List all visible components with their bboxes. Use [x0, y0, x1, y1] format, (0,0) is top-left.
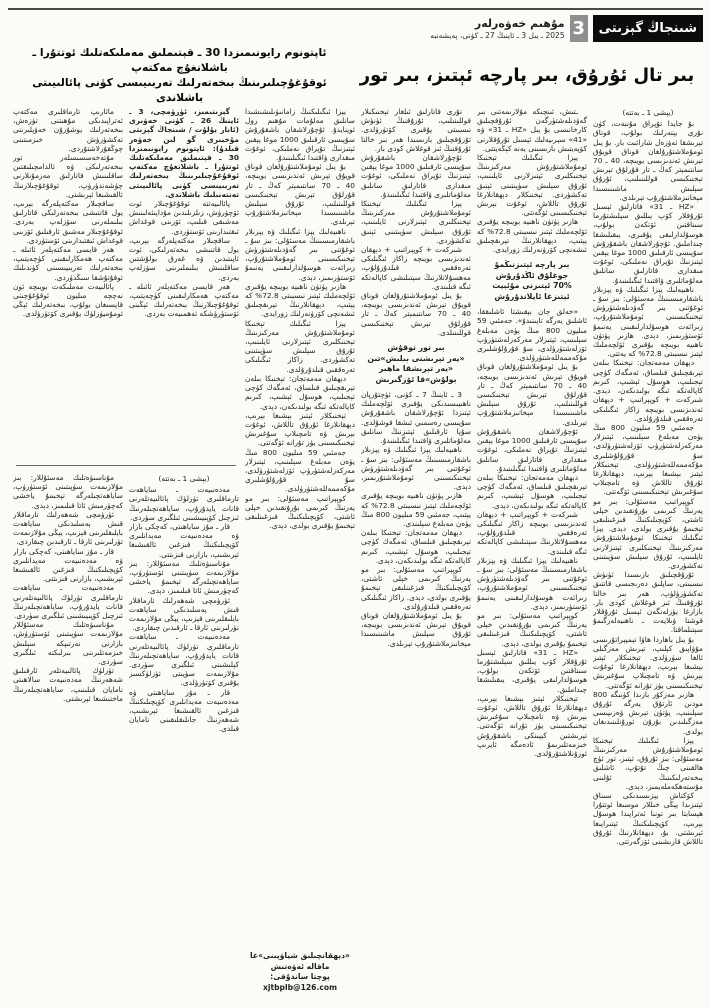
body-paragraph: بۇ يىل ئومۇملاشتۇرۇلغان قوناق قويۇق تېرىش ئەندىزىسى بويىچە، 40 ـ 70 سانتىمېتر كەڭ ـ تار قۇرلۇق تېرىش تېخنىكىسى قوللىنىلدى. [361, 291, 471, 337]
body-paragraph: بۇ يىل ئومۇملاشتۇرۇلغان قوناق قويۇق تېرىش ئەندىزىسى بويىچە، 40 ـ 70 سانتىمېتر كەڭ ـ تار قۇرلۇق تېرىش تېخنىكىسى قوللىنىلىپ، ئۇرۇق سېلىش ماشىنىسىدا مېخانىزملاشتۇرۇپ تېرىلدى. [477, 362, 587, 427]
body-paragraph: «HZ ـ 31» قاتارلىق ئېسىل ئۇرۇقلار كۆپ يىللىق سېلىشتۇرما سىناقتىن ئۆتكەن بولۇپ، ھوسۇلدارلىقى يۇقىرى، يىقىلىشقا چىداملىق. [477, 647, 587, 694]
masthead-title: شىنجاڭ گېزىتى [598, 21, 697, 36]
article-divider [16, 465, 236, 466]
body-paragraph: شىركەت + كوپېراتىپ + دېھقان ئەندىزىسى بويىچە زاكاز ئىگىلىكى تەرەققىي قىلدۇرۇلۇپ، مەھسۇلاتلارنىڭ سېتىلىشى كاپالەتكە ئىگە قىلىندى. [361, 245, 471, 291]
body-paragraph: يېزا ئىگىلىك تېخنىكا ئومۇملاشتۇرۇش مەركىزىنىڭ تېخنىكلىرى ئېتىزلارنى ئايلىنىپ، ئۇرۇق سېلىش سۈپىتىنى ئېنىق تەكشۈردى. [361, 199, 471, 245]
body-paragraph: ھازىر پۈتۈن ناھىيە بويىچە يۇقىرى ئۆلچەملىك ئېتىز نىسبىتى 72.8% كە يېتىپ، دېھقانلارنىڭ تېرىقچىلىق ئىشەنچى كۆرۈنەرلىك زورايدى. [477, 217, 587, 255]
body-paragraph: دېھقان مەمەتجان: تېخنىكا بىلەن تېرىقچىلىق قىلساق، ئەمگەك كۈچى تېجىلىپ، ھوسۇل ئېشىپ، كىرىم كاپالەتكە ئىگە بولىدىكەن، دېدى. [361, 528, 471, 565]
secondary-headline [8, 46, 351, 104]
section-subhead-field [479, 260, 585, 302]
body-paragraph: مەدەنىيەت ـ ساياھەت تارماقلىرى تۈرلۈك پائالىيەتلەرنى قانات يايدۇرۇپ، ساياھەتچىلەرنىڭ كېلىشىنى ئىلگىرى سۈردى. مۇلازىمەت سۈپىتى ئۈزلۈكسىز يۇقىرى كۆتۈرۈلدى. [129, 632, 239, 688]
body-paragraph: تۈرلۈك پائالىيەتلەر ئارقىلىق شەھەرنىڭ مەدەنىيەت سالاھىتى نامايان قىلىنىپ، ساياھەتچىلەرنىڭ ماختىشىغا ئېرىشتى. [13, 666, 123, 703]
body-paragraph: يېزا ئىگىلىك تېخنىكا ئومۇملاشتۇرۇش مەركىزىنىڭ مەسئۇلى: بىز ئۇرۇق، ئېتىز، تور ئۈچ ھالقىنى چىڭ تۇتۇپ، ئاشلىق بىخەتەرلىكىنىڭ ئۇلىنى مۇستەھكەملەيمىز، دېدى. [593, 735, 703, 791]
body-paragraph: كوپېراتىپ مەسئۇلى: بىر مو يەرنىڭ كىرىمى بۇرۇنقىدىن خېلى ئاشتى، كۆپچىلىكنىڭ قىزغىنلىقى تېخىمۇ يۇقىرى بولدى، دېدى. [477, 610, 587, 648]
body-paragraph: ئۇچۇرلاشقان باشقۇرۇش سۇپىسى ئارقىلىق 1000 موغا يېقىن ئېتىزنىڭ تۇپراق نەملىكى، ئوغۇت مىقدارى قاتارلىق سانلىق مەلۇماتلىرى ۋاقتىدا ئىگىلىنىدۇ. [361, 153, 471, 199]
article-column-5a [129, 107, 239, 457]
main-headline: بىر تال ئۇرۇق، بىر پارچە ئېتىز، بىر تور [359, 64, 695, 86]
body-paragraph: شىركەت + كوپېراتىپ + دېھقان ئەندىزىسى بويىچە زاكاز ئىگىلىكى تەرەققىي قىلدۇرۇلۇپ، مەھسۇلاتلارنىڭ سېتىلىشى كاپالەتكە ئىگە قىلىندى. [477, 509, 587, 556]
body-paragraph: مۇناسىۋەتلىك مەسئۇللار: بىز مۇلازىمەت سۈپىتىنى ئۆستۈرۈپ، ساياھەتچىلەرگە تېخىمۇ ياخشى كەچۈرمىش ئاتا قىلىمىز، دېدى. [13, 473, 123, 510]
masthead [593, 15, 703, 42]
body-paragraph: مۇناسىۋەتلىك مەسئۇللار: بىز مۇلازىمەت سۈپىتىنى ئۆستۈرۈپ، ساياھەتچىلەرگە تېخىمۇ ياخشى كەچۈرمىش ئاتا قىلىمىز، دېدى. [129, 558, 239, 596]
submission-email: پوچتا ساندۇقى: xjtbplb@126.com [262, 972, 337, 992]
page-number: 3 [572, 18, 585, 39]
article-column-4 [245, 107, 355, 993]
body-paragraph: ـتىش، ئىنچىكە مۇلازىمەتنى بىر گەۋدىلەشتۈرگەن ئۇرۇقچىلىق كارخانىسى بۇ يىل «HZ ـ 31» ۋە «41» سېرىيەلىك ئېسىل ئۇرۇقلارنى كۆپەيتىش بازىسىنى يەنە كېڭەيتتى. [477, 107, 587, 153]
body-paragraph: ناھىيەلىك يېزا ئىگىلىك ۋە يېزىلار باشقارمىسىنىڭ مەسئۇلى: بىز سۇ ـ ئوغۇتنى بىر گەۋدىلەشتۈرۈش تېخنىكىسىنى ئومۇملاشتۇرۇپ، زىرائەت ھوسۇلدارلىقىنى يەنىمۇ ئۆستۈرىمىز، دېدى. [245, 226, 355, 282]
body-paragraph: مائارىپ تارماقلىرى مەكتەپ ئەتراپىدىكى مۇھىتنى تۈزەش، بىخەتەرلىك يوشۇرۇن خەۋپلىرىنى تەكشۈرۈش خىزمىتىنى چوڭقۇرلاشتۇردى. [13, 107, 123, 153]
body-paragraph: 3 ـ ئاينىڭ 7 ـ كۈنى، ئۈچتۇرپان ناھىيىسىدىكى يۇقىرى ئۆلچەملىك ئېتىزدا ئۇچۇرلاشقان باشقۇرۇش سۇپىسى رەسمىي ئىشقا قوشۇلدى. سۇپا ئارقىلىق ئېتىزنىڭ سانلىق مەلۇماتلىرى ۋاقتىدا ئىگىلىنىدۇ. [361, 390, 471, 446]
body-paragraph: ھەر قايسى مەكتەپلەر ئائىلە ـ مەكتەپ ھەمكارلىقىنى كۈچەيتىپ، بىخەتەرلىك تەربىيىسىنى كۈندىلىك ئوقۇتۇشقا سىڭدۈردى. [13, 245, 123, 282]
body-paragraph: دېھقان مەمەتجان: تېخنىكا بىلەن تېرىقچىلىق قىلساق، ئەمگەك كۈچى تېجىلىپ، ھوسۇل ئېشىپ، كىرىم كاپالەتكە ئىگە بولىدىكەن، دېدى. [477, 472, 587, 510]
body-paragraph: بۇ يىل باھاردا ھاۋا تېمپېراتۇرىسى مۇۋاپىق كېلىپ، تېرىش مەزگىلى ئالغا سۈرۈلدى. تېخنىكلار ئېتىز بېشىغا بېرىپ، دېھقانلارغا ئوغۇت بېرىش ۋە تامچىلاپ سۇغىرىش تېخنىكىسىنى يۈز تۇرانە ئۆگەتتى. [593, 634, 703, 690]
body-paragraph: جەمئىي 59 مىليون 800 مىڭ يۈەن مەبلەغ سېلىنىپ، ئېتىزلار مەركەزلەشتۈرۈپ ئۆزلەشتۈرۈلدى، سۇ قۇرۇلۇشلىرى مۇكەممەللەشتۈرۈلدى. [245, 447, 355, 494]
body-paragraph: ساقچىلار مەكتەپلەرگە بېرىپ، يول قاتنىشى بىخەتەرلىكى قاتارلىق بىلىملەرنى سۆزلەپ بەردى. ئوقۇغۇچىلار مەشىق ئارقىلىق ئۆزىنى قوغداش ئىقتىدارىنى ئۆستۈردى. [13, 199, 123, 245]
body-paragraph: بۇ يىل ئومۇملاشتۇرۇلغان قوناق قويۇق تېرىش ئەندىزىسى بويىچە، ئۇرۇق سېلىش ماشىنىسىدا مېخانىزملاشتۇرۇپ تېرىلدى. [361, 610, 471, 648]
body-paragraph: ھازىر پۈتۈن ناھىيە بويىچە يۇقىرى ئۆلچەملىك ئېتىز نىسبىتى 72.8% كە يېتىپ، جەمئىي 59 مىليون 800 مىڭ يۈەن مەبلەغ سېلىندى. [361, 491, 471, 528]
section-subhead-net [363, 343, 469, 385]
subhead-line: بىر تور توقۇش [387, 343, 445, 353]
body-paragraph: ئۇرۇقچىلىق بازىسىدا ئۈنۈش نىسبىتى، ساپلىق دەرىجىسى قاتتىق تەكشۈرۈلۈپ، ھەر بىر خالتا ئۇرۇقنىڭ ئىز قوغلاش كودى بار. بازارغا يۈزلەنگەن ئېسىل ئۇرۇقلار قوشنا ۋىلايەت ـ ناھىيەلەرگىمۇ سېتىلماقتا. [593, 570, 703, 635]
body-paragraph: تېخنىكلار ئېتىز بېشىغا بېرىپ، دېھقانلارغا ئۇرۇق تاللاش، ئوغۇت بېرىش ۋە تامچىلاپ سۇغىرىش تېخنىكىسىنى يۈز تۇرانە ئۆگەتتى. تېرىشتىن كېيىنكى باشقۇرۇش خىزمەتلىرىمۇ ئادەمگە ئايرىپ ئورۇنلاشتۇرۇلدى. [477, 693, 587, 758]
body-paragraph: يېزا ئىگىلىك تېخنىكا ئومۇملاشتۇرۇش مەركىزىنىڭ تېخنىكلىرى ئېتىزلارنى ئايلىنىپ، ئۇرۇق سېلىش سۈپىتىنى ئېنىق تەكشۈردى. تېخنىكلار دېھقانلارغا ئۇرۇق تاللاش، ئوغۇت بېرىش تېخنىكىسىنى ئۆگەتتى. [477, 153, 587, 218]
header-meta [430, 17, 564, 40]
continued-from-note: (بېشى 1 ـ بەتتە) [622, 108, 674, 117]
body-paragraph: ساقچىلار مەكتەپلەرگە بېرىپ، يول قاتنىشى بىخەتەرلىكى، ئوت ئاپىتىدىن ۋە غەرق بولۇشتىن ساقلىنىش بىلىملىرىنى سۆزلەپ بەردى. [129, 235, 239, 282]
body-paragraph: ئۈرۈمچى شەھەرلىك تارماقلار قىش پەسلىدىكى ساياھەت بايلىقلىرىنى قېزىپ، يېڭى مۇلازىمەت تۈرلىرىنى ئارقا ـ ئارقىدىن چىقاردى. [129, 595, 239, 633]
body-paragraph: يېزا ئىگىلىكنىڭ زامانىۋىلىشىشىدا سانلىق مەلۇمات مۇھىم رول ئوينايدۇ. ئۇچۇرلاشقان باشقۇرۇش سۇپىسى ئارقىلىق 1000 موغا يېقىن ئېتىزنىڭ تۇپراق نەملىكى، ئوغۇت مىقدارى ۋاقتىدا ئىگىلىنىدۇ. [245, 107, 355, 163]
section-title: مۇھىم خەۋەرلەر [474, 17, 565, 30]
body-paragraph: كوپېراتىپ مەسئۇلى: بىر مو يەرنىڭ كىرىمى خېلى ئاشتى، كۆپچىلىكنىڭ قىزغىنلىقى تېخىمۇ يۇقىرى بولدى، دېدى. زاكاز ئىگىلىكى تەرەققىي قىلدۇرۇلدى. [361, 564, 471, 611]
body-paragraph: كوپېراتىپ مەسئۇلى: بىر مو يەرنىڭ كىرىمى بۇرۇنقىدىن خېلى ئاشتى، كۆپچىلىكنىڭ قىزغىنلىقى تېخىمۇ يۇقىرى بولدى، دېدى. يېزا ئىگىلىك تېخنىكا ئومۇملاشتۇرۇش مەركىزىنىڭ تېخنىكلىرى ئېتىزلارنى ئايلىنىپ، ئۇرۇق سېلىش سۈپىتىنى تەكشۈردى. [593, 496, 703, 570]
article-column-6b [13, 473, 123, 993]
body-paragraph: ھەر قايسى مەكتەپلەر ئائىلە ـ مەكتەپ ھەمكارلىقىنى كۈچەيتىپ، ئوقۇغۇچىلارنىڭ بىخەتەرلىك ئېڭىنى ئۆستۈرۈشكە ئەھمىيەت بەردى. [129, 281, 239, 319]
body-paragraph: مۇتەخەسسىسلەر تور بىخەتەرلىكى ۋە ئالدامچىلىقتىن ساقلىنىش قاتارلىق مەزمۇنلارنى چۈشەندۈرۈپ، ئوقۇغۇچىلارنىڭ ئالقىشىغا ئېرىشتى. [13, 153, 123, 199]
column-band [8, 107, 703, 993]
article-column-5b [129, 473, 239, 993]
newspaper-page [0, 8, 711, 1008]
article-column-6a [13, 107, 123, 457]
body-paragraph: ناھىيەلىك يېزا ئىگىلىك ۋە يېزىلار باشقارمىسىنىڭ مەسئۇلى: بىز سۇ ـ ئوغۇتنى بىر گەۋدىلەشتۈرۈش تېخنىكىسىنى ئومۇملاشتۇرۇپ، زىرائەت ھوسۇلدارلىقىنى يەنىمۇ ئۆستۈرىمىز، دېدى. ھازىر پۈتۈن ناھىيە بويىچە يۇقىرى ئۆلچەملىك ئېتىز نىسبىتى 72.8% كە يەتتى. [593, 284, 703, 359]
body-paragraph: تېخنىكلار ئېتىز بېشىغا بېرىپ، دېھقانلارغا ئۇرۇق تاللاش، ئوغۇت بېرىش ۋە تامچىلاپ سۇغىرىش تېخنىكىسىنى يۈز تۇرانە ئۆگەتتى. [245, 410, 355, 448]
issue-date: 2025 ـ يىل 3 ـ ئاينىڭ 27 ـ كۈنى، پەيشەنبە [430, 31, 565, 40]
headline-band [8, 46, 703, 104]
body-paragraph: كۆكتاش يېزىسىدىكى سىناق ئېتىزىدا يېڭى خىللار موسىغا ئوتتۇرا ھېسابتا بىر توننا ئەتراپىدا ھوسۇل بېرىپ، كۆپچىلىكنىڭ ئېتىراپىغا ئېرىشتى. بۇ، دېھقانلارنىڭ ئۇرۇق تاللاش قارىشىنى ئۆزگەرتتى. [593, 791, 703, 847]
body-paragraph: قار ـ مۇز ساياھىتى ۋە مەدەنىيەت مەيدانلىرى كۆپچىلىكنىڭ قىزغىن ئالقىشىغا ئېرىشىپ، شەھەرنىڭ جانلىقلىقىنى نامايان قىلدى. [129, 687, 239, 734]
body-paragraph: ناھىيەلىك يېزا ئىگىلىك ۋە يېزىلار باشقارمىسىنىڭ مەسئۇلى: بىز سۇ ـ ئوغۇتنى بىر گەۋدىلەشتۈرۈش تېخنىكىسىنى ئومۇملاشتۇرىمىز، دېدى. [361, 445, 471, 492]
body-paragraph: بۇ جايدا تۇپراق مۇنبەت، كۈن نۇرى يېتەرلىك بولۇپ، قوناق تېرىشقا ئەۋزەل شارائىت بار. بۇ يىل ئومۇملاشتۇرۇلغان قوناق قويۇق تېرىش ئەندىزىسى بويىچە، 40 ـ 70 سانتىمېتر كەڭ ـ تار قۇرلۇق تېرىش تېخنىكىسى قوللىنىلىپ، ئۇرۇق سېلىش ماشىنىسىدا مېخانىزملاشتۇرۇپ تېرىلدى. [593, 119, 703, 202]
left-bottom-article [13, 473, 239, 993]
body-paragraph: «HZ ـ 31» قاتارلىق ئېسىل ئۇرۇقلار كۆپ يىللىق سېلىشتۇرما سىناقتىن ئۆتكەن بولۇپ، ھوسۇلدارلىقى يۇقىرى، يىقىلىشقا چىداملىق. ئۇچۇرلاشقان باشقۇرۇش سۇپىسى ئارقىلىق 1000 موغا يېقىن ئېتىزنىڭ تۇپراق نەملىكى، ئوغۇت مىقدارى قاتارلىق سانلىق مەلۇماتلىرى ۋاقتىدا ئىگىلىنىدۇ. [593, 202, 703, 285]
body-paragraph: بۇ يىل ئومۇملاشتۇرۇلغان قوناق قويۇق تېرىش ئەندىزىسى بويىچە، 40 ـ 70 سانتىمېتر كەڭ ـ تار قۇرلۇق تېرىش تېخنىكىسى قوللىنىلىپ، ئۇرۇق سېلىش ماشىنىسىدا مېخانىزملاشتۇرۇپ تېرىلدى. [245, 162, 355, 227]
top-rule [8, 8, 703, 10]
body-paragraph: دېھقان مەمەتجان: تېخنىكا بىلەن تېرىقچىلىق قىلساق، ئەمگەك كۈچى تېجىلىپ، ھوسۇل ئېشىپ، كىرىم كاپالەتكە ئىگە بولىدىكەن، دېدى. شىركەت + كوپېراتىپ + دېھقان ئەندىزىسى بويىچە زاكاز ئىگىلىكى تەرەققىي قىلدۇرۇلدى. [593, 358, 703, 423]
body-paragraph: پائالىيەتتە ئوقۇغۇچىلار ئوت ئۆچۈرۈش، زىلزىلىدىن مۇداپىئەلىنىش مەشىقى قىلىپ، ئۆزىنى قوغداش ئىقتىدارىنى ئۆستۈردى. [129, 199, 239, 236]
article-column-3 [361, 107, 471, 993]
body-paragraph: جەمئىي 59 مىليون 800 مىڭ يۈەن مەبلەغ سېلىنىپ، ئېتىزلار مەركەزلەشتۈرۈپ ئۆزلەشتۈرۈلدى، سۇ قۇرۇلۇشلىرى مۇكەممەللەشتۈرۈلدى. تېخنىكلار ئېتىز بېشىغا بېرىپ، دېھقانلارغا ئۇرۇق تاللاش ۋە تامچىلاپ سۇغىرىش تېخنىكىسىنى ئۆگەتتى. [593, 422, 703, 497]
subhead-line: 70% ئېتىزنى مۇئېيت ئېتىزغا ئايلاندۇرۇش [492, 281, 572, 301]
continued-from-note: (بېشى 1 ـ بەتتە) [158, 474, 210, 483]
secondary-headline-line2: ئوقۇغۇچىلىرىنىڭ بىخەتەرلىك تەربىيىسى كۈنى پائالىيىتى باشلاندى [32, 76, 327, 104]
left-top-article [13, 107, 239, 457]
body-paragraph: يېزا ئىگىلىك تېخنىكا ئومۇملاشتۇرۇش مەركىزىنىڭ تېخنىكلىرى ئېتىزلارنى ئايلىنىپ، ئۇرۇق سېلىش سۈپىتىنى تەكشۈردى. زاكاز ئىگىلىكى تەرەققىي قىلدۇرۇلدى. [245, 318, 355, 374]
body-paragraph: مۇناسىۋەتلىك مەسئۇللار مۇلازىمەت سۈپىتىنى ئۆستۈرۈش، بازارنى تەرتىپكە سېلىش خىزمەتلىرىنى بىرلىكتە ئىلگىرى سۈردى. [13, 620, 123, 667]
page-header [8, 13, 703, 44]
body-paragraph: قار ـ مۇز ساياھىتى، كەچكى بازار ۋە مەدەنىيەت مەيدانلىرى كۆپچىلىكنىڭ قىزغىن ئالقىشىغا ئېرىشىپ، بازارنى قىزىتتى. [13, 546, 123, 584]
dateline: گېزىتىمىز، ئۈرۈمچى، 3 ـ ئاينىڭ 26 ـ كۈنى خەۋىرى (ئانار بۇلۇت / شىنجاڭ گېزىتى مۇخبىرى گو لىن خەۋەر قىلدۇ): ئاپتونوم رايونىمىزدا 30 ـ قېتىملىق مەملىكەتلىك ئوتتۇرا ـ باشلانغۇچ مەكتەپ ئوقۇغۇچىلىرىنىڭ بىخەتەرلىك تەربىيىسى كۈنى پائالىيىتى تەنتەنىلىك باشلاندى. [129, 107, 239, 199]
body-paragraph: مەدەنىيەت ـ ساياھەت تارماقلىرى تۈرلۈك پائالىيەتلەرنى قانات يايدۇرۇپ، ساياھەتچىلەرنىڭ ئىزچىل كۆپىيىشىنى ئىلگىرى سۈردى. [129, 485, 239, 522]
subhead-line: «يەر تېرىشنى بىلىش»تىن «يەر تېرىشقا ماھىر بولۇش»قا ئۆزگىرىش [367, 353, 465, 384]
submission-label: «دېھقانچىلىق شياۋپىنى»غا ماقالە ئەۋەتىش [250, 951, 350, 971]
article-column-1 [593, 107, 703, 993]
body-paragraph: نۇرى قاتارلىق ئىلغار تېخنىكىلار قوللىنىلىپ، ئۇرۇقنىڭ ئۈنۈش نىسبىتى يۇقىرى كۆتۈرۈلدى. ئۇرۇقچىلىق بازىسىدا ھەر بىر خالتا ئۇرۇقنىڭ ئىز قوغلاش كودى بار. [361, 107, 471, 153]
body-paragraph: كوپېراتىپ مەسئۇلى: بىر مو يەرنىڭ كىرىمى بۇرۇنقىدىن خېلى ئاشتى، كۆپچىلىكنىڭ قىزغىنلىقى تېخىمۇ يۇقىرى بولدى، دېدى. [245, 493, 355, 531]
secondary-headline-line1: ئاپتونوم رايونىمىزدا 30 ـ قېتىملىق مەملىكەتلىك ئوتتۇرا ـ باشلانغۇچ مەكتەپ [32, 46, 327, 74]
body-paragraph: دېھقان مەمەتجان: تېخنىكا بىلەن تېرىقچىلىق قىلساق، ئەمگەك كۈچى تېجىلىپ، ھوسۇل ئېشىپ، كىرىم كاپالەتكە ئىگە بولىدىكەن، دېدى. [245, 373, 355, 411]
body-paragraph: ھازىر مەزكۇر بازىدا كۈنىگە 800 مودىن ئارتۇق يەرگە ئۇرۇق سېلىنىپ، پۈتۈن تېرىش ۋەزىپىسى مەزگىلىدىن بۇرۇن ئورۇنلىنىدىغان بولدى. [593, 689, 703, 736]
page-number-badge [570, 15, 588, 42]
submission-box [245, 947, 355, 993]
subhead-line: بىر پارچە ئېتىزنىڭمۇ جوغلۇق ئاڭدۇرۇش [494, 260, 570, 280]
body-paragraph: ئۇچۇرلاشقان باشقۇرۇش سۇپىسى ئارقىلىق 1000 موغا يېقىن ئېتىزنىڭ تۇپراق نەملىكى، ئوغۇت مىقدارى قاتارلىق سانلىق مەلۇماتلىرى ۋاقتىدا ئىگىلىنىدۇ. [477, 426, 587, 473]
body-paragraph: قار ـ مۇز ساياھىتى، كەچكى بازار ۋە مەدەنىيەت مەيدانلىرى كۆپچىلىكنىڭ قىزغىن ئالقىشىغا ئېرىشىپ، بازارنى قىزىتتى. [129, 522, 239, 559]
body-paragraph: «خەلق جان بېقىشتا ئاشلىققا، ئاشلىق يەرگە تايىنىدۇ». جەمئىي 59 مىليون 800 مىڭ يۈەن مەبلەغ سېلىنىپ، ئېتىزلار مەركەزلەشتۈرۈپ ئۆزلەشتۈرۈلدى، سۇ قۇرۇلۇشلىرى مۇكەممەللەشتۈرۈلدى. [477, 307, 587, 363]
body-paragraph: پائالىيەت مەملىكەت بويىچە ئون نەچچە مىليون ئوقۇغۇچىنى قاپسىغان بولۇپ، بىخەتەرلىك ئېڭى ئومۇميۈزلۈك يۇقىرى كۆتۈرۈلدى. [13, 281, 123, 319]
body-paragraph: ئۈرۈمچى شەھەرلىك تارماقلار قىش پەسلىدىكى ساياھەت بايلىقلىرىنى قېزىپ، يېڭى مۇلازىمەت تۈرلىرىنى ئارقا ـ ئارقىدىن چىقاردى. [13, 509, 123, 547]
body-paragraph: ناھىيەلىك يېزا ئىگىلىك ۋە يېزىلار باشقارمىسىنىڭ مەسئۇلى: بىز سۇ ـ ئوغۇتنى بىر گەۋدىلەشتۈرۈش تېخنىكىسىنى ئومۇملاشتۇرۇپ، زىرائەت ھوسۇلدارلىقىنى يەنىمۇ ئۆستۈرىمىز، دېدى. [477, 555, 587, 611]
body-paragraph: مەدەنىيەت ـ ساياھەت تارماقلىرى تۈرلۈك پائالىيەتلەرنى قانات يايدۇرۇپ، ساياھەتچىلەرنىڭ ئىزچىل كۆپىيىشىنى ئىلگىرى سۈردى. [13, 583, 123, 621]
article-column-2 [477, 107, 587, 993]
body-paragraph: ھازىر پۈتۈن ناھىيە بويىچە يۇقىرى ئۆلچەملىك ئېتىز نىسبىتى 72.8% كە يېتىپ، دېھقانلارنىڭ تېرىقچىلىق ئىشەنچى كۆرۈنەرلىك زورايدى. [245, 281, 355, 319]
left-article-block [13, 107, 239, 993]
